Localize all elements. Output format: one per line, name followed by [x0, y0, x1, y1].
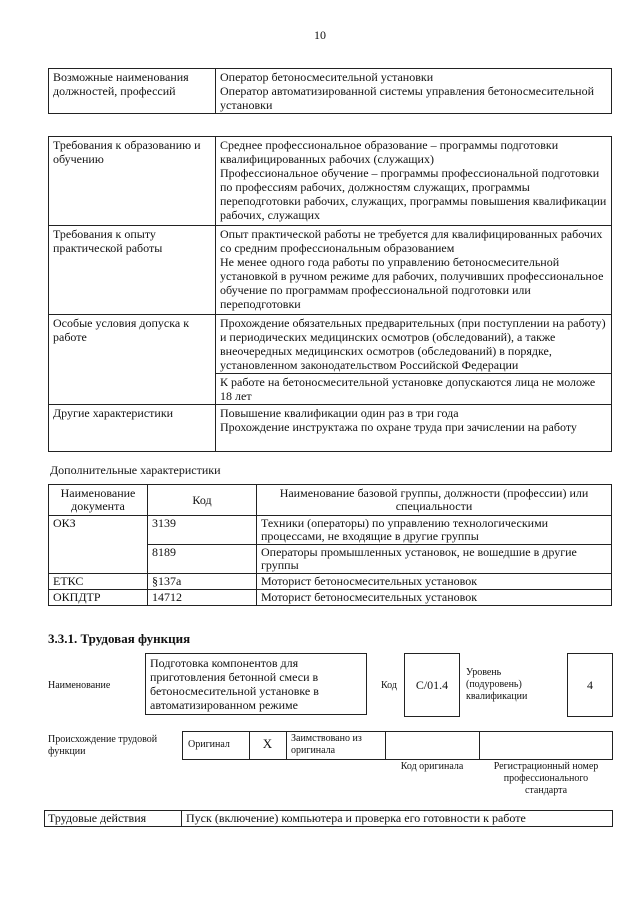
names-value: Оператор бетоносмесительной установки [220, 70, 434, 84]
extra-header-doc: Наименование документа [49, 485, 148, 516]
origin-row [182, 731, 613, 760]
req-value [216, 226, 612, 315]
origin-label: Происхождение трудовой функции [48, 734, 158, 757]
names-value: Оператор автоматизированной системы управления бетоносмесительной установки [220, 84, 595, 112]
function-name: Подготовка компонентов для приготовления бетонной смеси в бетоносмесительной установке в автоматизированном режиме [145, 653, 367, 715]
extra-doc [49, 545, 148, 574]
names-label: Возможные наименования должностей, профессий [49, 69, 216, 114]
req-line: Не менее одного года работы по управлению бетоносмесительной установкой в ручном режиме для рабочих, получивших профессиональное обучение по программам профессиональной подготовки или переподготовки [220, 255, 604, 311]
req-label: Требования к образованию и обучению [49, 137, 216, 226]
req-label: Особые условия допуска к работе [49, 315, 216, 405]
extra-doc: ЕТКС [49, 574, 148, 590]
actions-label: Трудовые действия [48, 811, 147, 825]
reg-number-label: Регистрационный номер профессионального стандарта [493, 761, 599, 796]
original-mark: Х [262, 736, 273, 751]
req-line: Повышение квалификации один раз в три года [220, 406, 459, 420]
original-label: Оригинал [188, 739, 230, 750]
req-line: Прохождение обязательных предварительных (при поступлении на работу) и периодических медицинских осмотров (обследований), а также внеочередных медицинских осмотров (обследований) в порядке, установленном законодательством Российской Федерации [220, 316, 606, 372]
table-row [49, 590, 612, 606]
extra-title: Дополнительные характеристики [50, 463, 221, 477]
extra-code: §137а [148, 574, 257, 590]
req-line: Среднее профессиональное образование – программы подготовки квалифицированных рабочих (служащих) [220, 138, 559, 166]
function-code: С/01.4 [404, 653, 460, 717]
req-label: Другие характеристики [49, 405, 216, 452]
req-value [216, 315, 612, 405]
actions-value: Пуск (включение) компьютера и проверка его готовности к работе [186, 811, 526, 825]
req-line: Профессиональное обучение – программы профессиональной подготовки по профессиям рабочих, должностям служащих, программы переподготовки рабочих, служащих, программы повышения квалификации рабочих, служащих [220, 166, 607, 222]
section-title: 3.3.1. Трудовая функция [48, 631, 191, 646]
extra-header-code: Код [148, 485, 257, 516]
level-label: Уровень (подуровень) квалификации [466, 667, 528, 702]
table-row [49, 516, 612, 545]
extra-code: 14712 [148, 590, 257, 606]
borrowed-label: Заимствовано из оригинала [291, 733, 362, 756]
extra-doc: ОКЗ [49, 516, 148, 545]
code-label: Код [381, 680, 397, 691]
extra-table [48, 484, 612, 606]
name-label: Наименование [48, 680, 111, 691]
extra-name: Моторист бетоносмесительных установок [257, 574, 612, 590]
req-line: Прохождение инструктажа по охране труда при зачислении на работу [220, 420, 577, 434]
names-values [216, 69, 612, 114]
extra-name: Операторы промышленных установок, не вошедшие в другие группы [257, 545, 612, 574]
extra-name: Техники (операторы) по управлению технологическими процессами, не входящие в другие группы [257, 516, 612, 545]
req-value [216, 405, 612, 452]
req-label: Требования к опыту практической работы [49, 226, 216, 315]
req-line: К работе на бетоносмесительной установке допускаются лица не моложе 18 лет [220, 375, 596, 403]
code-original-label: Код оригинала [400, 761, 464, 772]
table-row [49, 574, 612, 590]
requirements-table [48, 136, 612, 452]
extra-name: Моторист бетоносмесительных установок [257, 590, 612, 606]
page-number: 10 [314, 28, 326, 42]
req-value [216, 137, 612, 226]
table-row [49, 545, 612, 574]
names-table [48, 68, 612, 114]
extra-code: 8189 [148, 545, 257, 574]
level-value: 4 [567, 653, 613, 717]
extra-header-name: Наименование базовой группы, должности (профессии) или специальности [257, 485, 612, 516]
req-line: Опыт практической работы не требуется для квалифицированных рабочих со средним профессиональным образованием [220, 227, 603, 255]
extra-code: 3139 [148, 516, 257, 545]
extra-doc: ОКПДТР [49, 590, 148, 606]
